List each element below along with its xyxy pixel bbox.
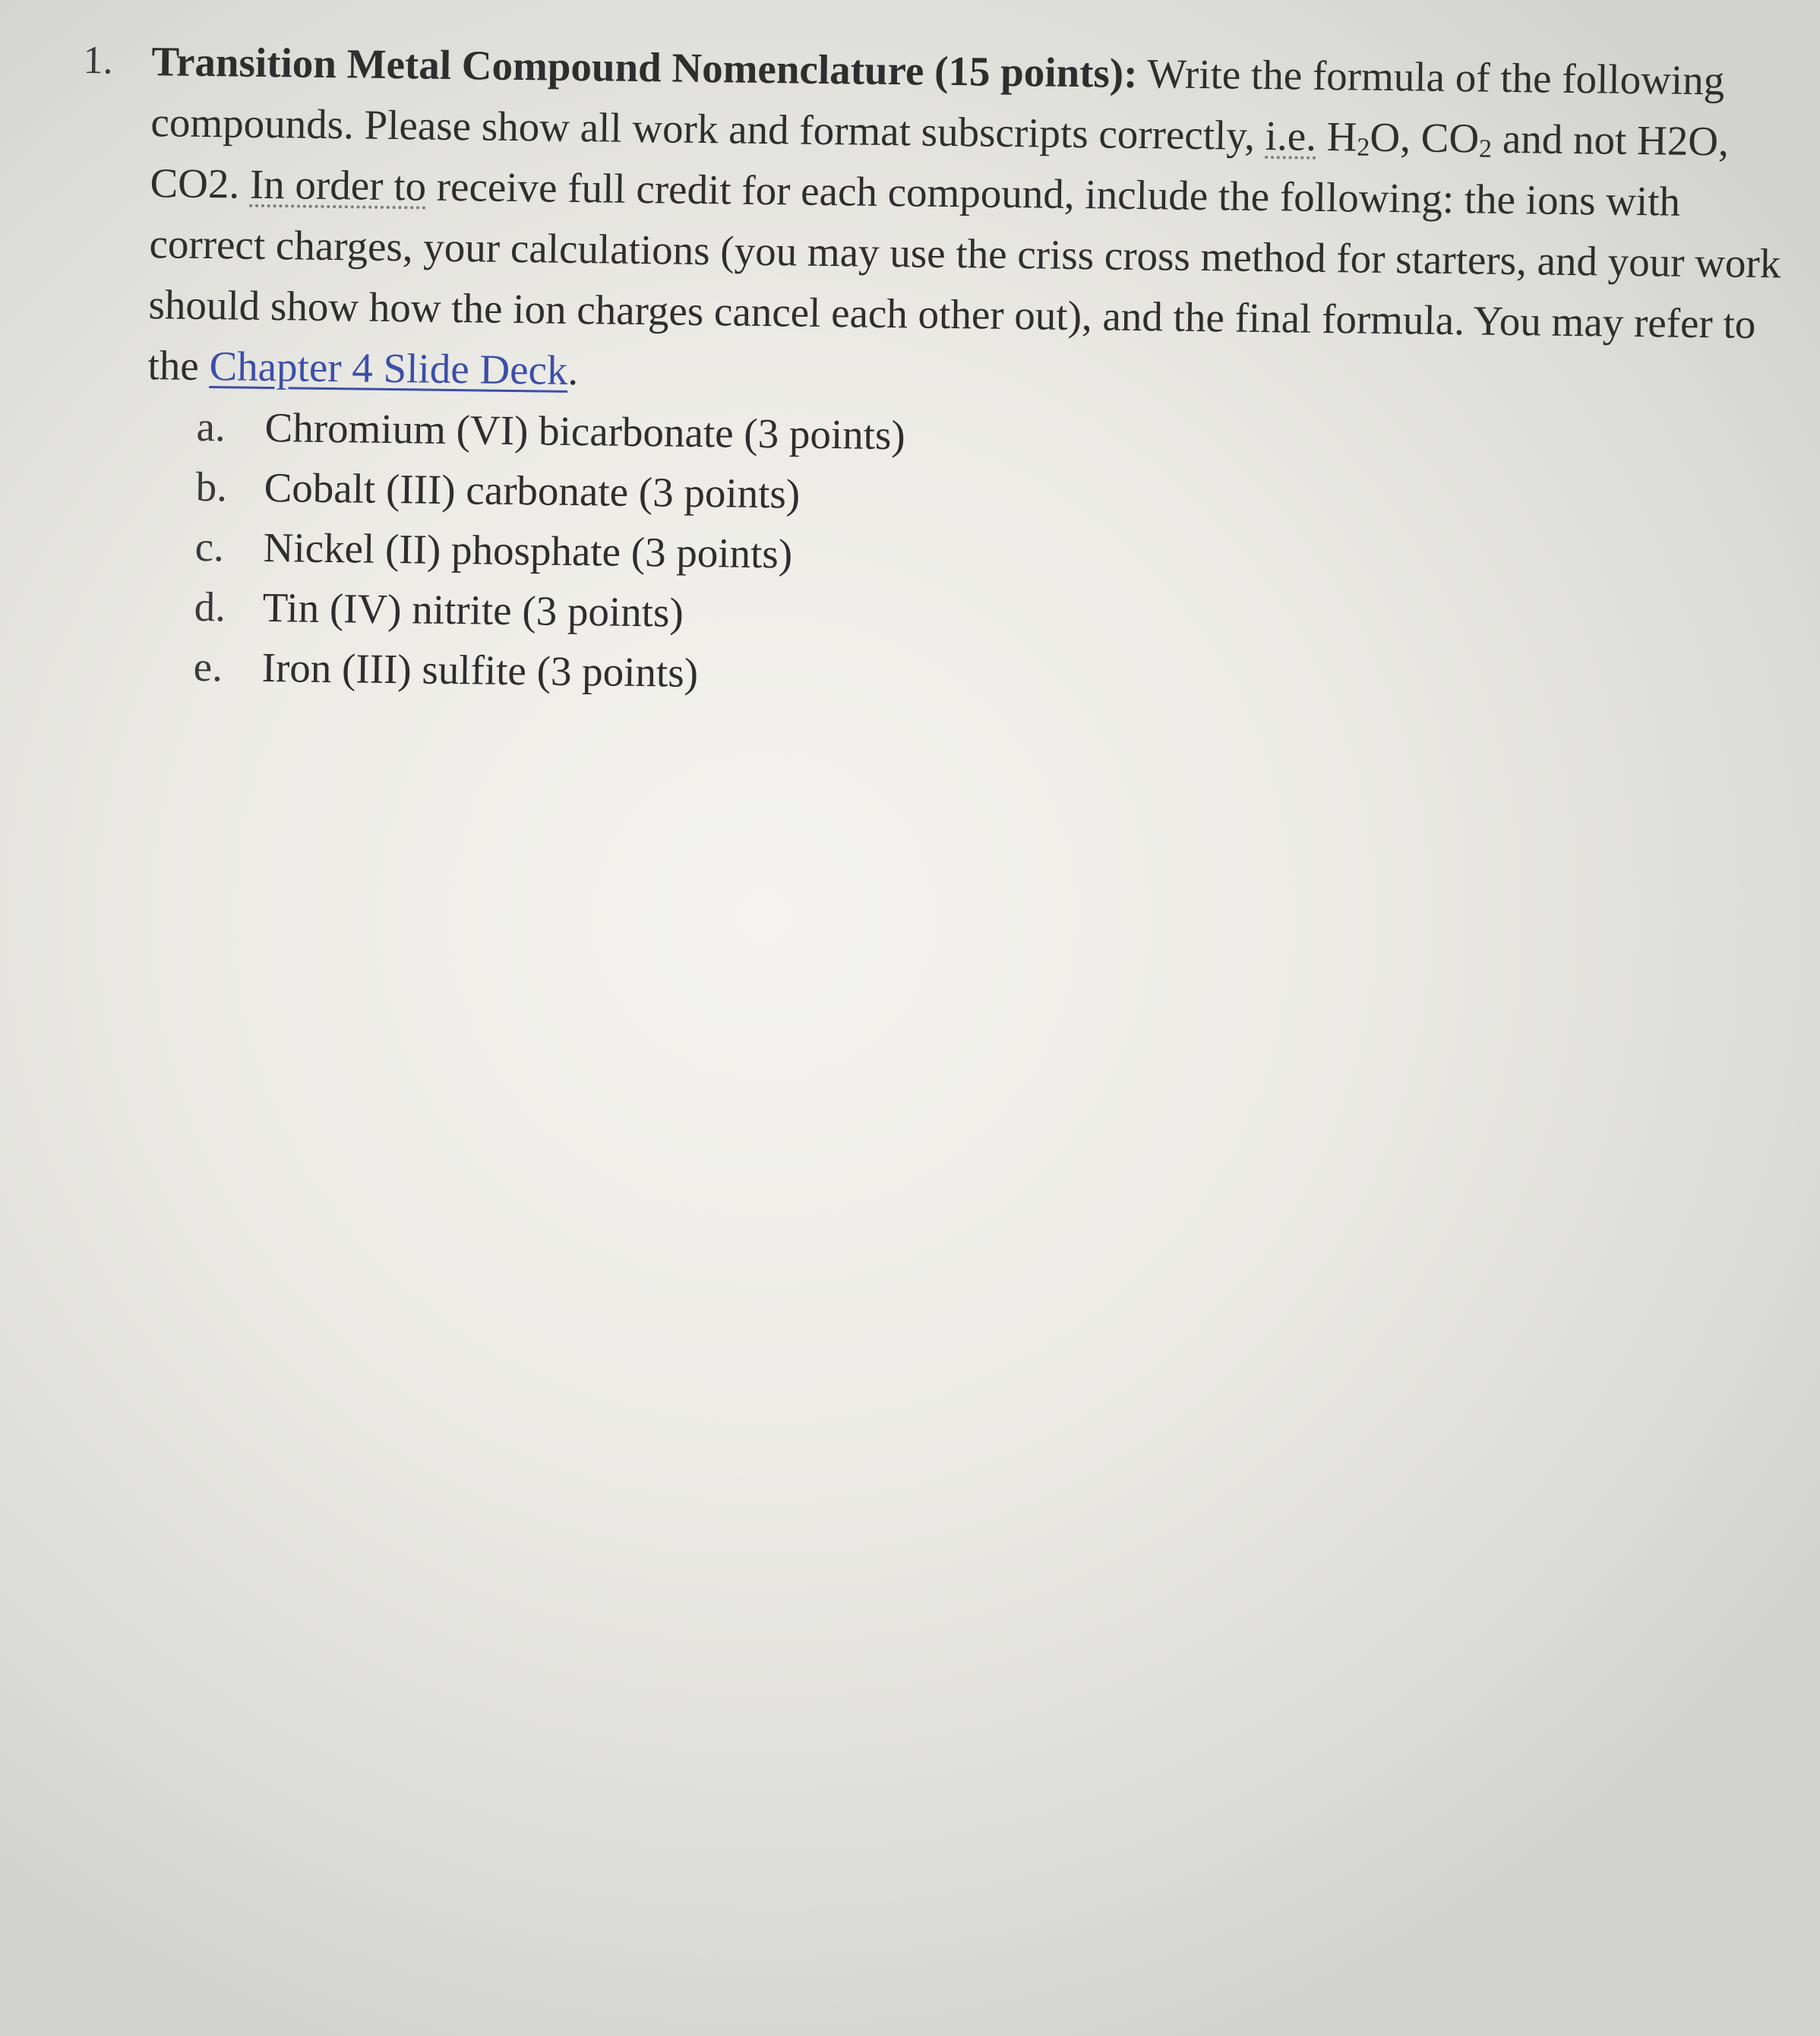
list-item-text: Chromium (VI) bicarbonate (3 points) <box>264 403 906 459</box>
example-co2: $CO_2$ <box>1420 114 1493 163</box>
question-intro: Write the formula of the following compounds. Please show all work and format subscripts correctly, <box>150 49 1725 160</box>
question-instructions: receive full credit for each compound, include the following: the ions with correct charges, your calculations (you may use the criss cross method for starters, and your work should show how the ion charges cancel each other out), and the final formula. You may refer to the <box>147 163 1781 390</box>
question-number: 1. <box>83 38 113 83</box>
list-item-letter: b. <box>195 463 228 511</box>
end-punctuation: . <box>567 346 579 394</box>
list-item-text: Tin (IV) nitrite (3 points) <box>262 583 684 636</box>
text-after-examples: and not H2O, CO2. <box>150 115 1730 207</box>
list-item-letter: e. <box>193 643 223 691</box>
question-title: Transition Metal Compound Nomenclature (15 points): <box>151 38 1138 96</box>
list-item-letter: a. <box>196 403 226 451</box>
in-order-to-phrase: In order to <box>249 160 427 210</box>
list-item-letter: c. <box>194 523 225 571</box>
ie-abbreviation: i.e. <box>1265 112 1317 160</box>
example-h2o: $H_2O$, <box>1326 113 1422 162</box>
list-item-letter: d. <box>194 583 226 631</box>
list-item-text: Cobalt (III) carbonate (3 points) <box>264 463 801 517</box>
list-item-text: Iron (III) sulfite (3 points) <box>261 643 699 696</box>
chapter-4-slide-deck-link[interactable]: Chapter 4 Slide Deck <box>209 343 568 394</box>
question-row <box>79 30 1785 416</box>
question-text <box>147 31 1785 416</box>
question-1 <box>75 30 1785 716</box>
list-item-text: Nickel (II) phosphate (3 points) <box>263 523 793 577</box>
compound-list <box>75 395 1781 716</box>
